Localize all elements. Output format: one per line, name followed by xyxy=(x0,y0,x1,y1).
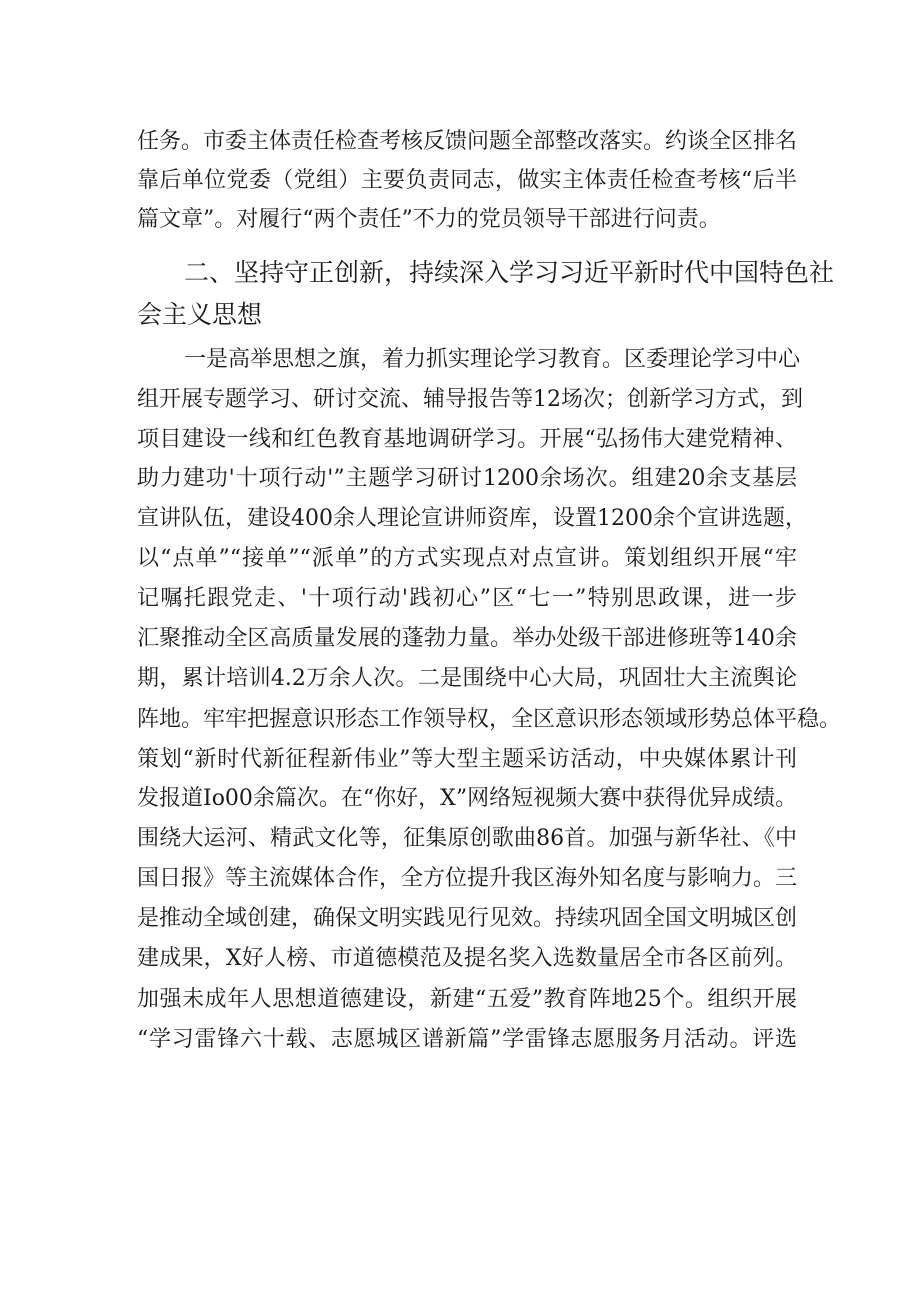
body-line-17: 加强未成年人思想道德建设，新建“五爱”教育阵地25个。组织开展 xyxy=(137,987,797,1012)
body-line-4: 助力建功'十项行动'”主题学习研讨1200余场次。组建20余支基层 xyxy=(137,466,797,491)
section-heading-line-1: 二、坚持守正创新，持续深入学习习近平新时代中国特色社 xyxy=(184,258,835,287)
body-line-14: 国日报》等主流媒体合作，全方位提升我区海外知名度与影响力。三 xyxy=(137,866,798,891)
body-line-8: 汇聚推动全区高质量发展的蓬勃力量。举办处级干部进修班等140余 xyxy=(137,626,797,651)
body-line-9: 期，累计培训4.2万余人次。二是围绕中心大局，巩固壮大主流舆论 xyxy=(137,666,797,691)
intro-line-3: 篇文章”。对履行“两个责任”不力的党员领导干部进行问责。 xyxy=(137,207,721,232)
body-line-5: 宣讲队伍，建设400余人理论宣讲师资库，设置1200余个宣讲选题， xyxy=(137,506,807,531)
body-line-18: “学习雷锋六十载、志愿城区谱新篇”学雷锋志愿服务月活动。评选 xyxy=(137,1027,797,1052)
body-line-6: 以“点单”“接单”“派单”的方式实现点对点宣讲。策划组织开展“牢 xyxy=(137,546,797,571)
body-line-1: 一是高举思想之旗，着力抓实理论学习教育。区委理论学习中心 xyxy=(184,347,801,372)
body-line-10: 阵地。牢牢把握意识形态工作领导权，全区意识形态领域形势总体平稳。 xyxy=(137,707,842,732)
section-heading-line-2: 会主义思想 xyxy=(137,300,263,329)
body-line-3: 项目建设一线和红色教育基地调研学习。开展“弘扬伟大建党精神、 xyxy=(137,427,797,452)
body-line-13: 围绕大运河、精武文化等，征集原创歌曲86首。加强与新华社、《中 xyxy=(137,826,797,851)
body-line-11: 策划“新时代新征程新伟业”等大型主题采访活动，中央媒体累计刊 xyxy=(137,747,797,772)
body-line-7: 记嘱托跟党走、'十项行动'践初心”区“七一”特别思政课，进一步 xyxy=(137,586,797,611)
body-line-12: 发报道Io00余篇次。在“你好，X”网络短视频大赛中获得优异成绩。 xyxy=(137,786,798,811)
body-line-2: 组开展专题学习、研讨交流、辅导报告等12场次；创新学习方式，到 xyxy=(137,387,803,412)
body-line-16: 建成果，X好人榜、市道德模范及提名奖入选数量居全市各区前列。 xyxy=(137,946,797,971)
body-line-15: 是推动全域创建，确保文明实践见行见效。持续巩固全国文明城区创 xyxy=(137,906,798,931)
intro-line-2: 靠后单位党委（党组）主要负责同志，做实主体责任检查考核“后半 xyxy=(137,168,797,193)
intro-line-1: 任务。市委主体责任检查考核反馈问题全部整改落实。约谈全区排名 xyxy=(137,129,798,154)
